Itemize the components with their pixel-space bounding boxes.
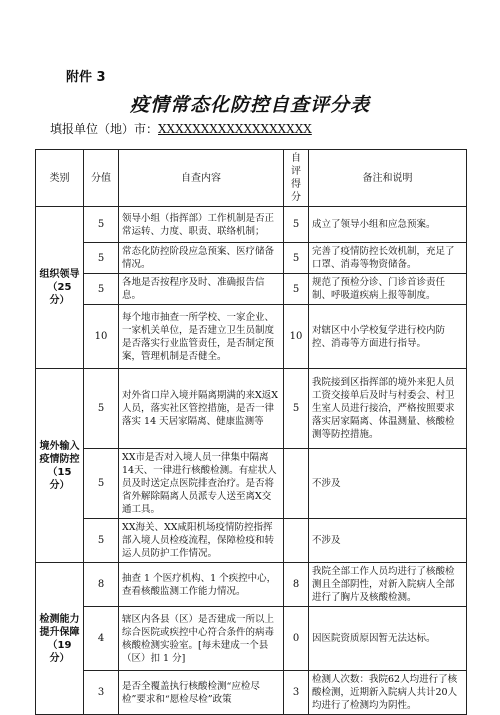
row-self-score: 5 <box>284 274 309 305</box>
table-row <box>36 563 467 607</box>
self-check-table <box>35 149 467 715</box>
fill-unit-label: 填报单位（地）市： <box>50 122 159 136</box>
row-note: 因医院资质原因暂无法达标。 <box>309 607 467 671</box>
row-note: 检测人次数：我院62人均进行了核酸检测，近期新入院病人共计20人均进行了检测均为阴性。 <box>309 671 467 715</box>
table-row <box>36 243 467 274</box>
page-title: 疫情常态化防控自查评分表 <box>129 94 370 116</box>
row-note: 成立了领导小组和应急预案。 <box>309 207 467 243</box>
row-content: 各地是否按程序及时、准确报告信息。 <box>119 274 284 305</box>
row-score: 5 <box>84 519 119 563</box>
row-score: 4 <box>84 607 119 671</box>
table-row <box>36 305 467 369</box>
table-row <box>36 519 467 563</box>
row-content: XX市是否对入境人员一律集中隔离14天、一律进行核酸检测。有症状人员及时送定点医院排查治疗。是否将省外解除隔离人员派专人送至离X交通工具。 <box>119 449 284 519</box>
row-self-score: 10 <box>284 305 309 369</box>
row-note: 规范了预检分诊、门诊首诊责任制、呼吸道疾病上报等制度。 <box>309 274 467 305</box>
row-self-score <box>284 449 309 519</box>
header-content: 自查内容 <box>119 150 284 207</box>
row-note: 不涉及 <box>309 449 467 519</box>
row-self-score: 5 <box>284 243 309 274</box>
row-self-score: 3 <box>284 671 309 715</box>
row-self-score: 5 <box>284 369 309 449</box>
row-content: 对外省口岸入境并隔离期满的来X返X人员，落实社区管控措施，是否一律落实 14 天居家隔离、健康监测等 <box>119 369 284 449</box>
row-note: 完善了疫情防控长效机制，充足了口罩、消毒等物资储备。 <box>309 243 467 274</box>
category-org: 组织领导（25 分） <box>36 207 84 369</box>
header-notes: 备注和说明 <box>309 150 467 207</box>
table-header-row <box>36 150 467 207</box>
header-self-score: 自评得分 <box>284 150 309 207</box>
table-row <box>36 369 467 449</box>
header-category: 类别 <box>36 150 84 207</box>
row-content: 领导小组（指挥部）工作机制是否正常运转、力度、职责、联络机制； <box>119 207 284 243</box>
row-content: 每个地市抽查一所学校、一家企业、一家机关单位，是否建立卫生员制度是否落实行业监管责任，是否制定预案，管理机制是否健全。 <box>119 305 284 369</box>
table-row <box>36 607 467 671</box>
row-score: 5 <box>84 449 119 519</box>
fill-unit-value: XXXXXXXXXXXXXXXXXX <box>158 122 312 136</box>
attachment-label: 附件 3 <box>66 70 106 85</box>
row-content: 抽查 1 个医疗机构、1 个疾控中心，查看核酸监测工作能力情况。 <box>119 563 284 607</box>
row-score: 5 <box>84 207 119 243</box>
row-score: 5 <box>84 274 119 305</box>
header-score: 分值 <box>84 150 119 207</box>
row-content: XX海关、XX咸阳机场疫情防控指挥部入境人员检疫流程，保障检疫和转运人员防护工作情况。 <box>119 519 284 563</box>
row-self-score: 5 <box>284 207 309 243</box>
row-score: 5 <box>84 369 119 449</box>
row-self-score: 8 <box>284 563 309 607</box>
row-content: 辖区内各县（区）是否建成一所以上综合医院或疾控中心符合条件的病毒核酸检测实验室。[每未建成一个县（区）扣 1 分] <box>119 607 284 671</box>
row-content: 是否全覆盖执行核酸检测“应检尽检”要求和“愿检尽检”政策 <box>119 671 284 715</box>
row-score: 3 <box>84 671 119 715</box>
row-content: 常态化防控阶段应急预案、医疗储备情况。 <box>119 243 284 274</box>
table-row <box>36 449 467 519</box>
row-self-score <box>284 519 309 563</box>
fill-unit-line <box>50 120 312 137</box>
row-note: 我院全部工作人员均进行了核酸检测且全部阴性，对新入院病人全部进行了胸片及核酸检测。 <box>309 563 467 607</box>
table-row <box>36 274 467 305</box>
row-note: 对辖区中小学校复学进行校内防控、消毒等方面进行指导。 <box>309 305 467 369</box>
row-note: 我院接到区指挥部的境外来犯人员工资交接单后及时与村委会、村卫生室人员进行接洽，严格按照要求落实居家隔离、体温测量、核酸检测等防控措施。 <box>309 369 467 449</box>
table-row <box>36 207 467 243</box>
row-score: 10 <box>84 305 119 369</box>
row-self-score: 0 <box>284 607 309 671</box>
category-entry: 境外输入疫情防控（15 分） <box>36 369 84 563</box>
row-score: 8 <box>84 563 119 607</box>
row-score: 5 <box>84 243 119 274</box>
row-note: 不涉及 <box>309 519 467 563</box>
category-test: 检测能力提升保障（19 分） <box>36 563 84 715</box>
